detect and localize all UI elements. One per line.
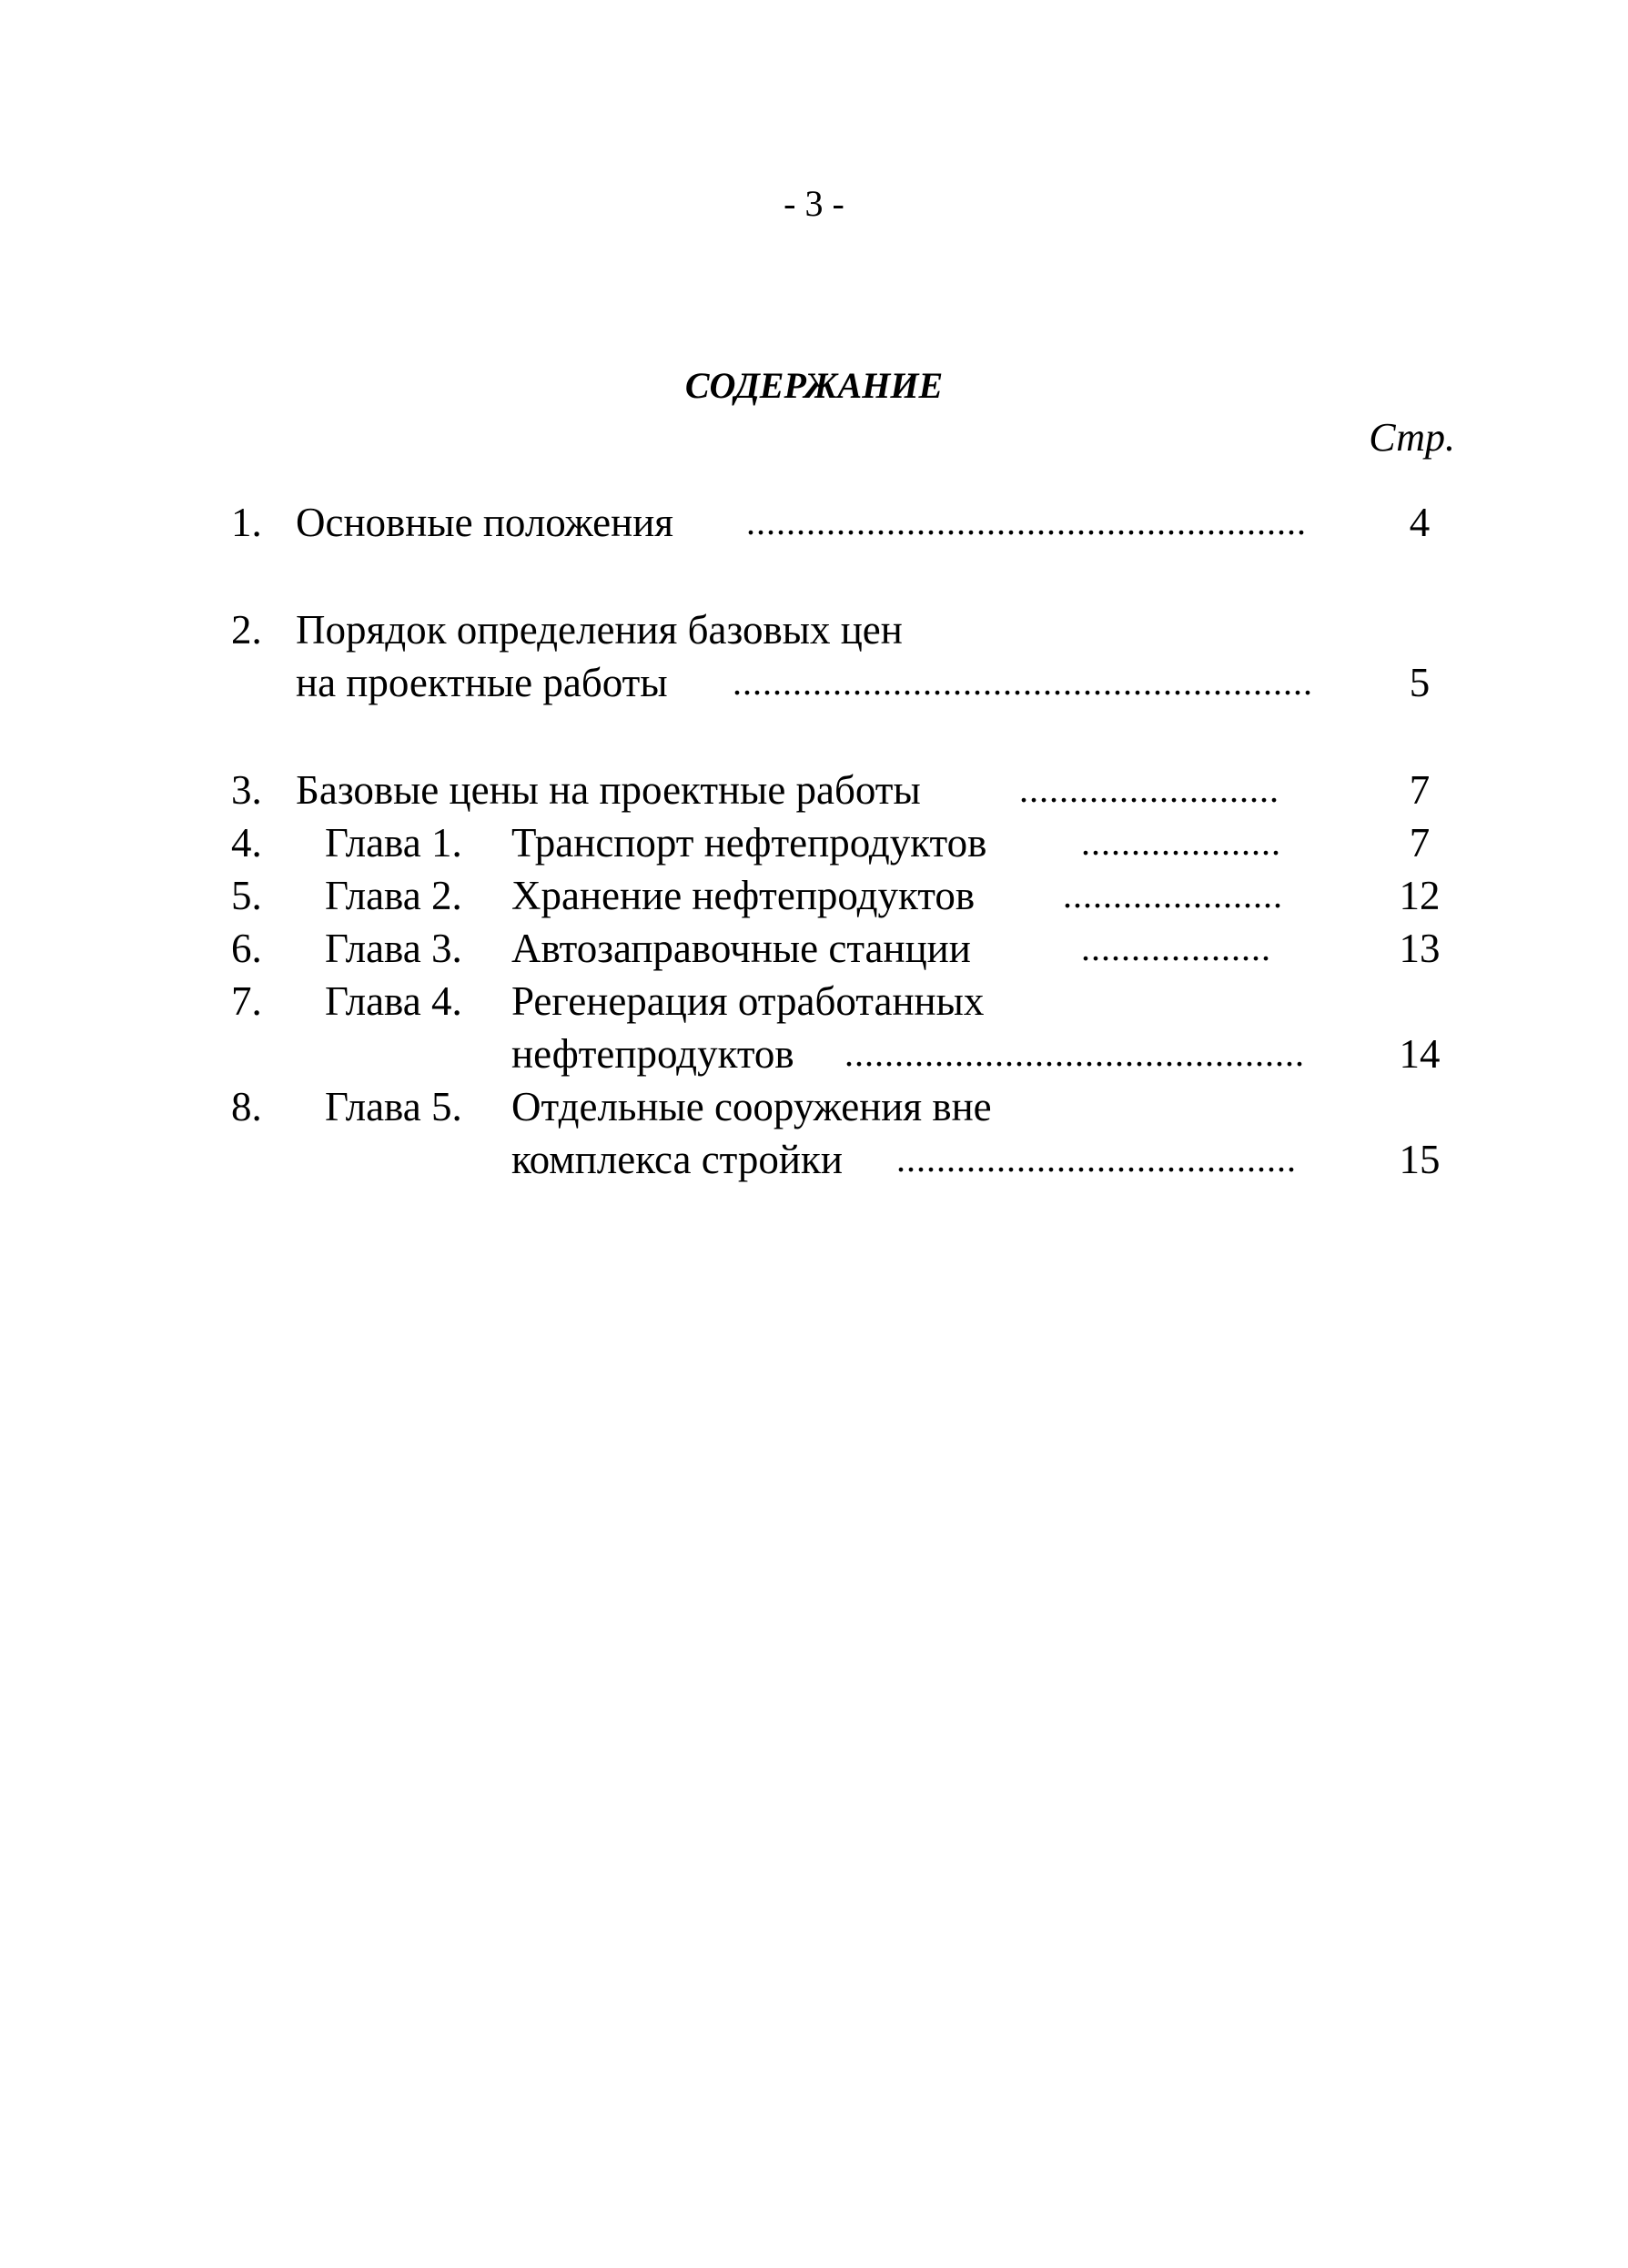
toc-entry-text: Порядок определения базовых цен (296, 607, 903, 653)
toc-entry-text: Хранение нефтепродуктов (511, 873, 976, 918)
toc-entry-text-continuation: на проектные работы (296, 660, 668, 705)
toc-entry-text: Транспорт нефтепродуктов (511, 820, 987, 866)
leader-dots: .................... (1081, 822, 1281, 863)
leader-dots: .......................... (1019, 769, 1279, 810)
toc-entry-number: 1. (231, 500, 262, 545)
toc-entry-text: Отдельные сооружения вне (511, 1084, 992, 1129)
toc-entry-number: 6. (231, 926, 262, 971)
toc-entry-page: 12 (1399, 873, 1441, 918)
page-number: - 3 - (784, 183, 844, 224)
toc-entry-text: Основные положения (296, 500, 673, 545)
toc-entry-page: 5 (1409, 660, 1431, 705)
leader-dots: ...................... (1063, 875, 1283, 916)
toc-entry-chapter: Глава 5. (325, 1084, 462, 1129)
toc-entry-number: 3. (231, 767, 262, 813)
toc-title: СОДЕРЖАНИЕ (684, 365, 944, 406)
toc-entry-number: 8. (231, 1084, 262, 1129)
page-column-header: Стр. (1369, 415, 1455, 460)
leader-dots: ........................................ (896, 1139, 1297, 1180)
toc-entry-number: 7. (231, 978, 262, 1024)
leader-dots: ........................................................ (746, 501, 1307, 542)
toc-entry-page: 15 (1399, 1137, 1441, 1182)
toc-entry-chapter: Глава 2. (325, 873, 462, 918)
toc-entry-page: 7 (1409, 820, 1431, 866)
toc-entry-page: 14 (1399, 1031, 1441, 1077)
toc-entry-number: 2. (231, 607, 262, 653)
leader-dots: ................... (1081, 927, 1271, 968)
toc-entry-text: Автозаправочные станции (511, 926, 971, 971)
toc-entry-number: 4. (231, 820, 262, 866)
toc-entry-page: 4 (1409, 500, 1431, 545)
toc-entry-chapter: Глава 3. (325, 926, 462, 971)
leader-dots: .......................................................... (733, 662, 1313, 703)
toc-entry-text-continuation: комплекса стройки (511, 1137, 843, 1182)
toc-entry-page: 13 (1399, 926, 1441, 971)
toc-entry-text: Регенерация отработанных (511, 978, 985, 1024)
toc-entry-text: Базовые цены на проектные работы (296, 767, 921, 813)
toc-entry-number: 5. (231, 873, 262, 918)
toc-entry-chapter: Глава 4. (325, 978, 462, 1024)
toc-entry-page: 7 (1409, 767, 1431, 813)
toc-entry-chapter: Глава 1. (325, 820, 462, 866)
leader-dots: .............................................. (844, 1033, 1305, 1074)
toc-entry-text-continuation: нефтепродуктов (511, 1031, 794, 1077)
